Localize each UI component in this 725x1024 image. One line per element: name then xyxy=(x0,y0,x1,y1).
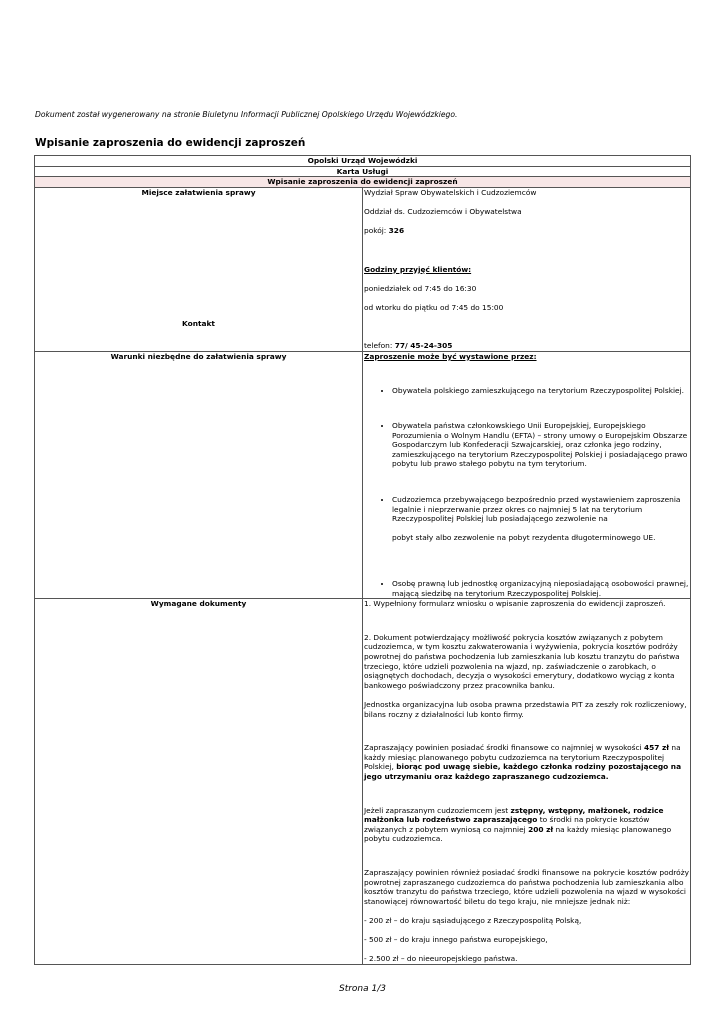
doc-paragraph: 1. Wypełniony formularz wniosku o wpisanie zaproszenia do ewidencji zaproszeń. xyxy=(364,599,666,609)
department: Wydział Spraw Obywatelskich i Cudzoziemców xyxy=(364,187,537,197)
place-label: Miejsce załatwienia sprawy xyxy=(141,187,256,197)
list-item: • Cudzoziemca przebywającego bezpośrednio przed wystawieniem zaproszenia legalnie i nieprzerwanie przez okres co najmniej 5 lat na terytorium Rzeczypospolitej Polskiej lub posiadającego zezwolenie na pobyt stały albo zezwolenie na pobyt rezydenta długoterminowego UE. xyxy=(392,495,689,543)
room: pokój: 326 xyxy=(364,226,405,236)
phone: telefon: 77/ 45-24-305 xyxy=(364,341,453,351)
page-title: Wpisanie zaproszenia do ewidencji zaproszeń xyxy=(35,137,306,149)
hours-monday: poniedziałek od 7:45 do 16:30 xyxy=(364,283,477,293)
cost-line: - 200 zł – do kraju sąsiadującego z Rzeczypospolitą Polską, xyxy=(364,915,582,925)
header-row-office xyxy=(35,156,691,167)
card-label: Karta Usługi xyxy=(35,166,691,177)
list-item: • Obywatela państwa członkowskiego Unii Europejskiej, Europejskiego Porozumienia o Wolnym Handlu (EFTA) – strony umowy o Europejskim Obszarze Gospodarczym lub Konfederacji Szwajcarskiej, oraz członka jego rodziny, zamieszkującego na terytorium Rzeczypospolitej Polskiej i posiadającego prawo pobytu lub prawo stałego pobytu na tym terytorium. xyxy=(392,421,689,469)
row-conditions xyxy=(35,351,691,598)
doc-paragraph: Jeżeli zapraszanym cudzoziemcem jest zstępny, wstępny, małżonek, rodzice małżonka lub rodzeństwo zapraszającego to środki na pokrycie kosztów związanych z pobytem wyniosą co najmniej 200 zł na każdy miesiąc planowanego pobytu cudzoziemca. xyxy=(364,805,672,844)
cost-line: - 2.500 zł – do nieeuropejskiego państwa. xyxy=(364,954,518,964)
office-name: Opolski Urząd Wojewódzki xyxy=(35,156,691,167)
hours-tue-fri: od wtorku do piątku od 7:45 do 15:00 xyxy=(364,302,504,312)
header-note: Dokument został wygenerowany na stronie Biuletynu Informacji Publicznej Opolskiego Urzędu Wojewódzkiego. xyxy=(35,110,458,119)
list-item: • Obywatela polskiego zamieszkującego na terytorium Rzeczypospolitej Polskiej. xyxy=(392,386,689,396)
doc-paragraph: Jednostka organizacyjna lub osoba prawna przedstawia PIT za zeszły rok rozliczeniowy, bilans roczny z działalności lub konto firmy. xyxy=(364,699,687,719)
cost-line: - 500 zł – do kraju innego państwa europejskiego, xyxy=(364,935,548,945)
conditions-heading: Zaproszenie może być wystawione przez: xyxy=(364,351,537,361)
doc-paragraph: Zapraszający powinien posiadać środki finansowe co najmniej w wysokości 457 zł na każdy miesiąc planowanego pobytu cudzoziemca na terytorium Rzeczypospolitej Polskiej, biorąc pod uwagę siebie, każdego członka rodziny pozostającego na jego utrzymaniu oraz każdego zapraszanego cudzoziemca. xyxy=(364,743,682,781)
service-name: Wpisanie zaproszenia do ewidencji zaproszeń xyxy=(35,177,691,188)
service-card-table xyxy=(34,155,691,965)
room-number: 326 xyxy=(388,226,405,236)
documents-label: Wymagane dokumenty xyxy=(35,599,363,965)
row-place xyxy=(35,187,691,351)
phone-number: 77/ 45-24-305 xyxy=(394,341,453,351)
doc-paragraph: Zapraszający powinien również posiadać środki finansowe na pokrycie kosztów podróży powrotnej zapraszanego cudzoziemca do państwa pochodzenia lub zamieszkania albo kosztów tranzytu do państwa trzeciego, które udzieli pozwolenia na wjazd w wysokości stanowiącej równowartość biletu do tego kraju, nie mniejsze jednak niż: xyxy=(364,867,689,906)
row-documents xyxy=(35,599,691,965)
page-footer: Strona 1/3 xyxy=(338,984,386,994)
section: Oddział ds. Cudzoziemców i Obywatelstwa xyxy=(364,206,522,216)
doc-paragraph: 2. Dokument potwierdzający możliwość pokrycia kosztów związanych z pobytem cudzoziemca, w tym kosztu zakwaterowania i wyżywienia, pokrycia kosztów podróży powrotnej do państwa pochodzenia lub zamieszkania lub kosztu tranzytu do państwa trzeciego, które udzieli pozwolenia na wjazd, np. zaświadczenie o zarobkach, o osiągnętych dochodach, decyzja o wysokości emerytury, dodatkowo wyciąg z konta bankowego poświadczony przez pracownika banku. xyxy=(364,632,680,690)
hours-heading: Godziny przyjęć klientów: xyxy=(364,264,472,274)
conditions-label: Warunki niezbędne do załatwienia sprawy xyxy=(35,351,363,598)
contact-label: Kontakt xyxy=(182,319,215,329)
header-row-service xyxy=(35,177,691,188)
header-row-card xyxy=(35,166,691,177)
conditions-list xyxy=(364,386,689,599)
list-item: • Osobę prawną lub jednostkę organizacyjną nieposiadającą osobowości prawnej, mającą siedzibę na terytorium Rzeczypospolitej Polskiej. xyxy=(392,579,689,598)
